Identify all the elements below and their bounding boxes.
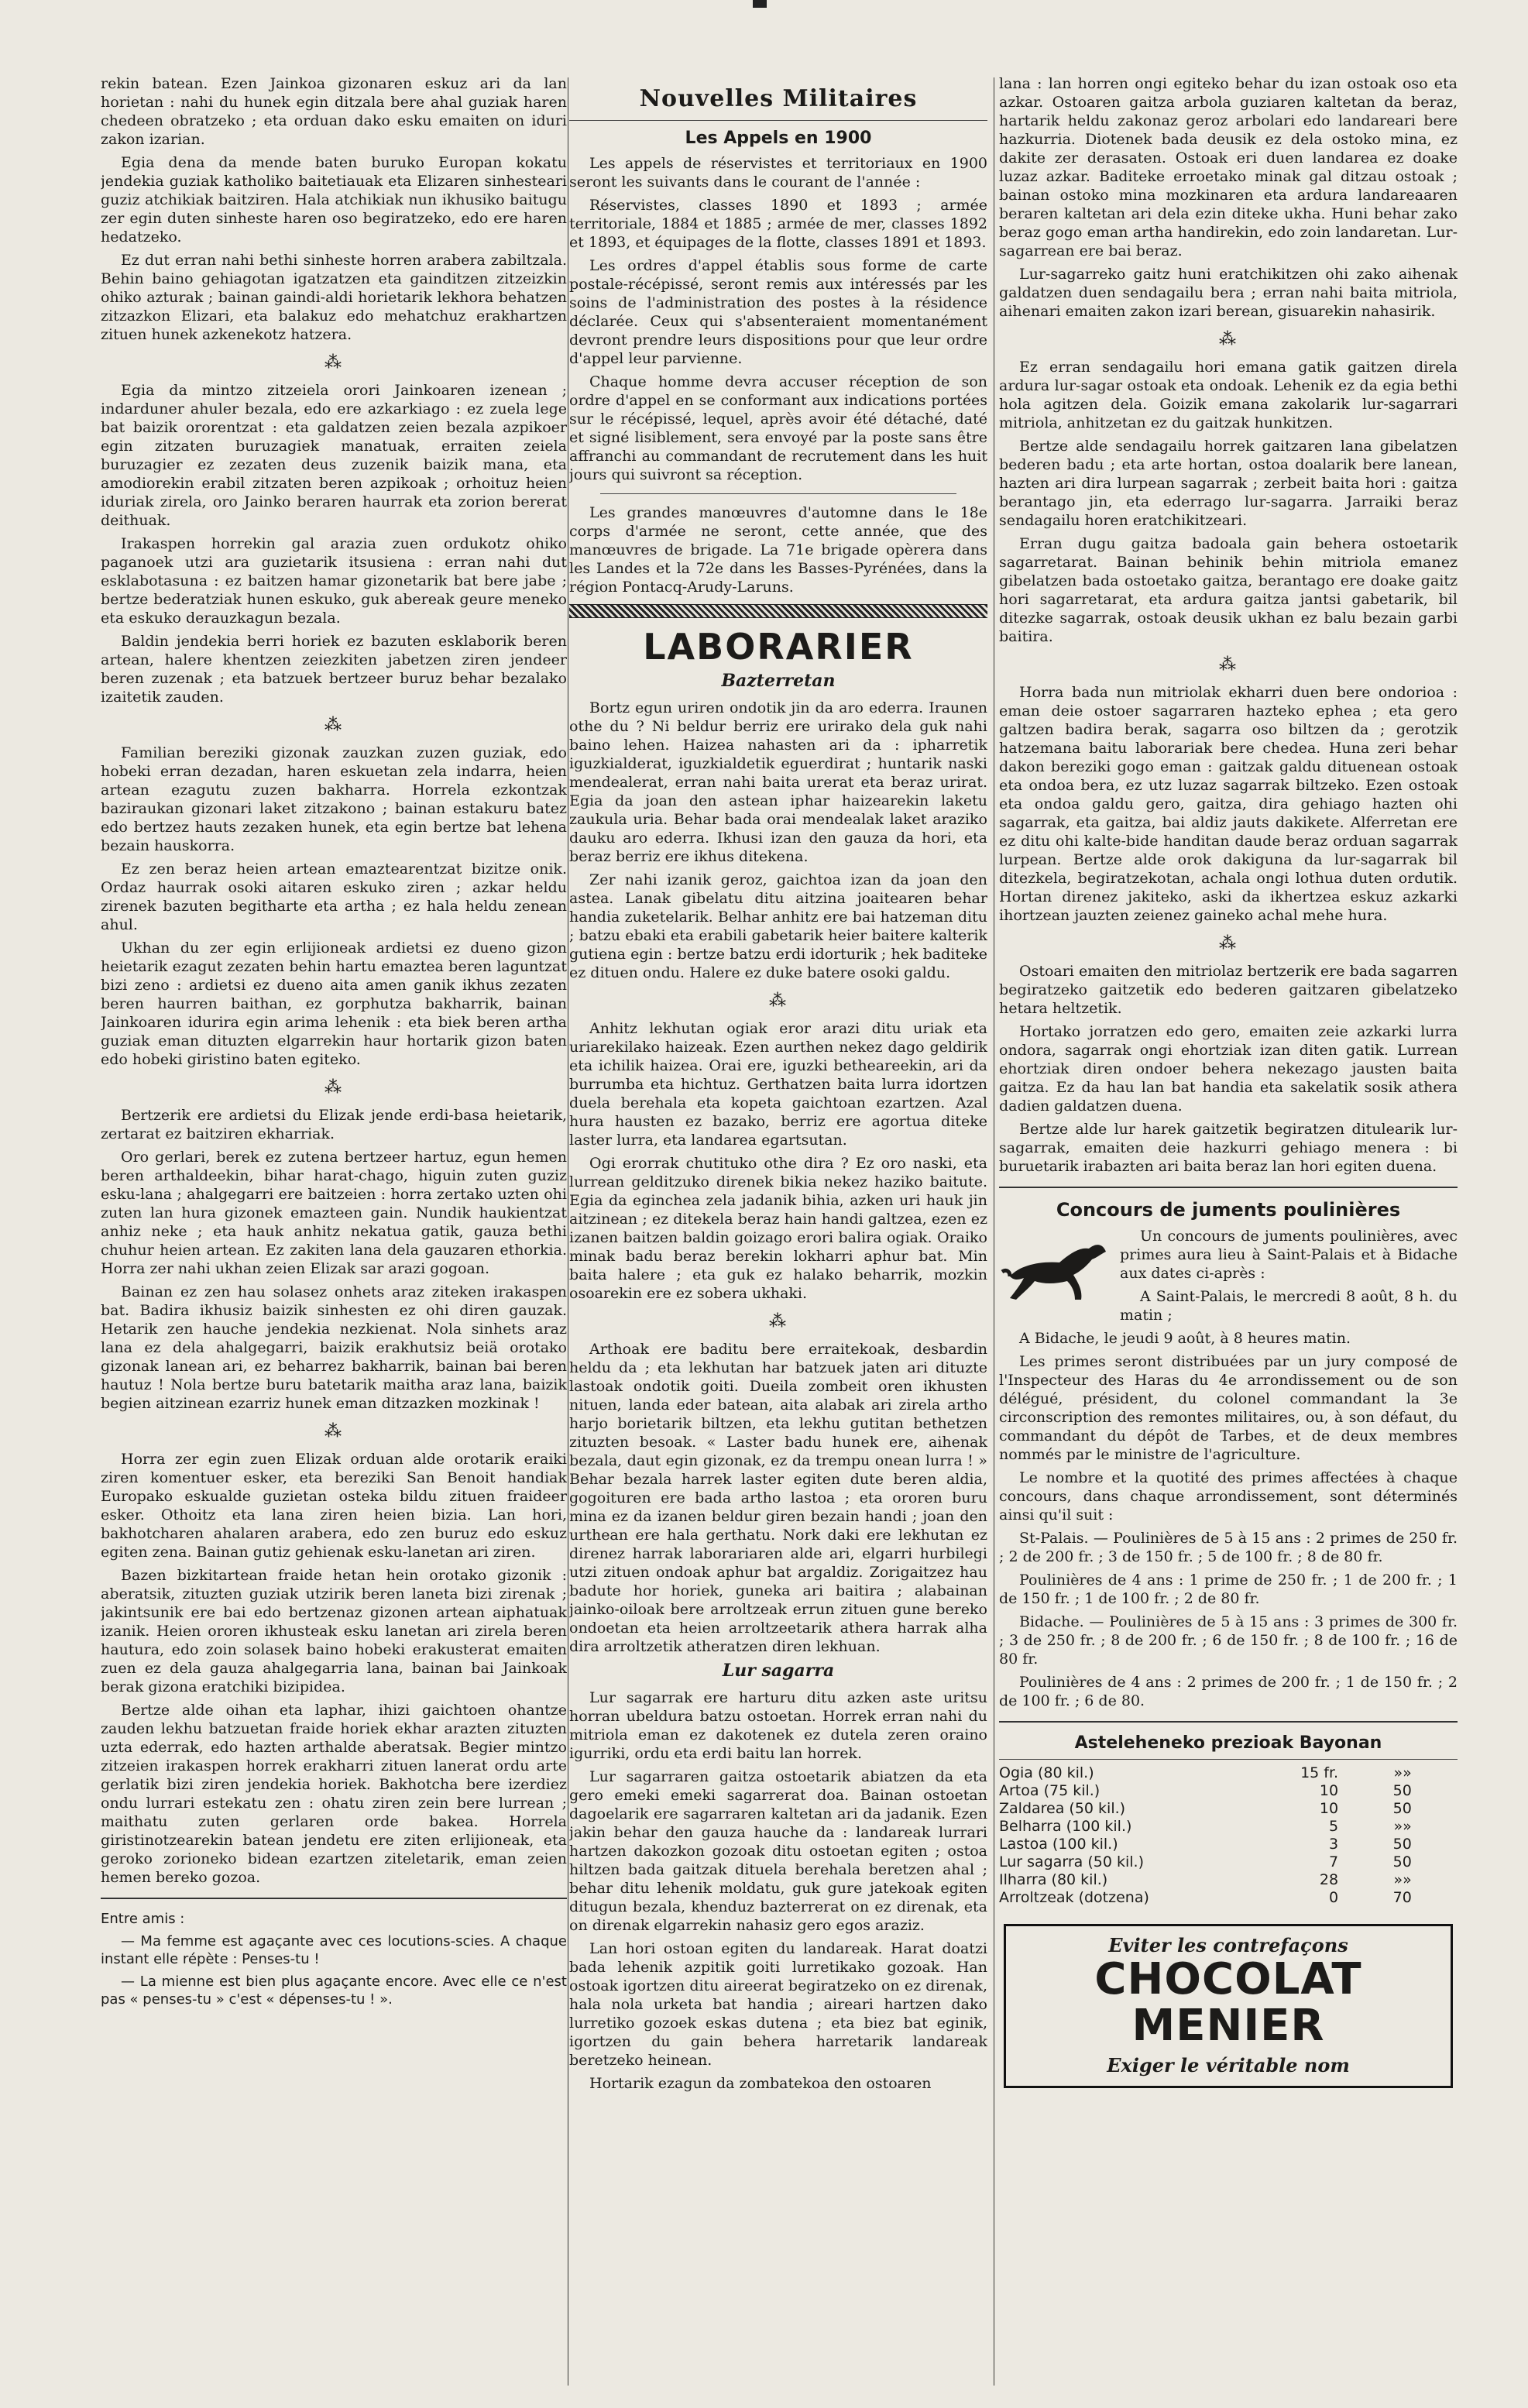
- article-title-concours: Concours de juments poulinières: [1056, 1199, 1401, 1221]
- price-francs: 15 fr.: [1300, 1764, 1339, 1781]
- paragraph: lana : lan horren ongi egiteko behar du izan ostoak oso eta azkar. Ostoaren gaitza arbola guziaren kaltetan da beraz, hartarik heldu zakonaz geroz arbolari edo landareari bere hazkurria. Diotenek bada deusik ez dela ostoko mina, ez dakite zer derasaten. Ostoak eri duen landarea ez doake luzaz azkar. Baditeke erroetako minak gal ditzau ostoak ; bainan ostoko mina mozkinaren eta ardura landareaaren beraren kaltetan ari dela ezin diteke ukha. Huni behar zako beraz gogo eman artha handirekin, edo zoin landaretan. Lur-sagarrean ere bai beraz.: [999, 75, 1458, 259]
- hatched-divider: [569, 604, 987, 618]
- paragraph: Zer nahi izanik geroz, gaichtoa izan da joan den astea. Lanak gibelatu ditu aitzina joaitearen behar handia zuketelarik. Belhar anhitz ere bai hatzeman ditu ; batzu ebaki eta erabili gabetarik heier baitere kalterik gutiena egin : bertze batzu erdi idorturik ; hek baditeke ez dituen ondu. Halere ez duke batere osoki galdu.: [569, 871, 987, 981]
- chocolat-menier-ad: [1004, 1924, 1453, 2088]
- paragraph: Ostoari emaiten den mitriolaz bertzerik ere bada sagarren begiratzeko gaitzetik edo bederen gaitzaren gibelatzeko hetara heltzetik.: [999, 963, 1458, 1017]
- paragraph: Ogi erorrak chutituko othe dira ? Ez oro naski, eta lurrean gelditzuko direnek bikia nekez haziko baitute. Egia da eginchea zela jadanik bihia, azken uri hauk jin aitzinean ; ez ditekela beraz hain handi galtzea, ezen ez izanen baitzen baldin goizago erori balira ogiak. Oraiko minak badu beraz berekin lokharri aphur bat. Min baita halere ; eta guk ez halako beharrik, mozkin osoarekin ere ez sobera ukhaki.: [569, 1155, 987, 1302]
- price-cents: »»: [1393, 1818, 1412, 1835]
- price-francs: 7: [1328, 1853, 1339, 1870]
- asterism: ⁂: [324, 1078, 343, 1098]
- paragraph: A Saint-Palais, le mercredi 8 août, 8 h. du matin ;: [1120, 1288, 1458, 1324]
- table-row: [999, 1871, 1458, 1889]
- paragraph: Bidache. — Poulinières de 5 à 15 ans : 3 primes de 300 fr. ; 3 de 250 fr. ; 8 de 200 fr. ; 6 de 150 fr. ; 8 de 100 fr. ; 16 de 80 fr.: [999, 1613, 1458, 1668]
- asterism: ⁂: [1219, 934, 1238, 953]
- price-item: Lastoa (100 kil.): [999, 1836, 1118, 1853]
- joke-line: — Ma femme est agaçante avec ces locutions-scies. A chaque instant elle répète : Penses-tu !: [101, 1933, 567, 1967]
- separator: [999, 1759, 1458, 1760]
- ad-brand-line-2: MENIER: [1131, 2001, 1325, 2051]
- paragraph: Poulinières de 4 ans : 1 prime de 250 fr. ; 1 de 200 fr. ; 1 de 150 fr. ; 1 de 100 fr. ; 2 de 80 fr.: [999, 1572, 1458, 1607]
- price-item: Lur sagarra (50 kil.): [999, 1853, 1145, 1870]
- section-header-laborarier: LABORARIER: [643, 626, 914, 668]
- paragraph: Bertzerik ere ardietsi du Elizak jende erdi-basa heietarik, zertarat ez baitziren ekharriak.: [101, 1107, 567, 1142]
- print-mark: [753, 0, 767, 8]
- asterism: ⁂: [324, 353, 343, 373]
- paragraph: Horra bada nun mitriolak ekharri duen bere ondorioa : eman deie ostoer sagarraren hazteko ephea ; eta gero galtzen badira berak, sagarra oso biltzen da ; gerotzik hatzemana baitu laborariak bere chedea. Huna zeri behar dakon bereziki gogo eman : gaitzak galdu dituenean ostoak eta ondoa bera, ez utz luzaz sagarrak biltzeko. Ezen ostoak eta ondoa galdu gero, gaitza, dira gehiago hazten ohi sagarrak, eta gaitza, bai aldiz jauts dakikete. Alferretan ere ez ditu ohi kalte-bide handitan daude beraz orduan sagarrak lurpean. Bertze alde orok dakiguna da lur-sagarrak bil ditezkela, begiratzekotan, achala ongi lothua duten ordutik. Hortan direnez jakiteko, aski da ikhertzea eskuz azkarki ihortzean jauzten zeienez gaineko achal mehe hura.: [999, 684, 1458, 924]
- price-item: Artoa (75 kil.): [999, 1782, 1101, 1799]
- price-francs: 5: [1328, 1818, 1339, 1835]
- joke-line: — La mienne est bien plus agaçante encore. Avec elle ce n'est pas « penses-tu » c'est « dépenses-tu ! ».: [101, 1973, 567, 2008]
- ad-tagline-top: Eviter les contrefaçons: [1108, 1934, 1348, 1956]
- price-cents: »»: [1393, 1871, 1412, 1888]
- table-row: [999, 1782, 1458, 1800]
- separator: [999, 1721, 1458, 1723]
- article-title-appels: Les Appels en 1900: [685, 129, 872, 148]
- price-item: Belharra (100 kil.): [999, 1818, 1132, 1835]
- paragraph: Irakaspen horrekin gal arazia zuen ordukotz ohiko paganoek utzi ara guzietarik itsusiena : erran nahi dut esklabotasuna : ez baitzen hamar gizonetarik bat bere jabe ; bertze bederatziak hunen eskuko, guk abereak geure meneko eta eskuko derauzkagun bezala.: [101, 535, 567, 627]
- paragraph: Réservistes, classes 1890 et 1893 ; armée territoriale, 1884 et 1885 ; armée de mer, classes 1892 et 1893, et équipages de la flotte, classes 1891 et 1893.: [569, 197, 987, 251]
- asterism: ⁂: [324, 1422, 343, 1441]
- column-3: [999, 74, 1458, 2390]
- section-header-militaires: Nouvelles Militaires: [639, 85, 918, 112]
- asterism: ⁂: [769, 1312, 788, 1331]
- paragraph: Ez erran sendagailu hori emana gatik gaitzen direla ardura lur-sagar ostoak eta ondoak. Lehenik ez da egia bethi hola agitzen dela. Goizik emana zakolarik lur-sagarrari mitriola, anhitzetan ez du gaitzak hunkitzen.: [999, 359, 1458, 431]
- joke-entre-amis: [101, 1910, 567, 2008]
- table-row: [999, 1818, 1458, 1836]
- paragraph: Bertze alde sendagailu horrek gaitzaren lana gibelatzen bederen badu ; eta arte hortan, ostoa doalarik bere lanean, hazten ari dira lurpean sagarrak ; zerbeit baita hori : gaitza berantago jin, eta ederrago lur-sagarra. Jarraiki beraz sendagailu horen eratchikitzeari.: [999, 438, 1458, 529]
- paragraph: Lur sagarrak ere harturu ditu azken aste uritsu horran ubeldura batzu ostoetan. Horrek erran nahi du mitriola eman ez dakotenek ez dutela zeren oraino igurriki, ordu eta erdi baitu lan horrek.: [569, 1689, 987, 1762]
- article-title-lur-sagarra: Lur sagarra: [722, 1661, 835, 1681]
- price-cents: 50: [1392, 1853, 1412, 1870]
- price-item: Ilharra (80 kil.): [999, 1871, 1108, 1888]
- paragraph: A Bidache, le jeudi 9 août, à 8 heures matin.: [1019, 1330, 1351, 1347]
- price-item: Zaldarea (50 kil.): [999, 1800, 1126, 1817]
- price-cents: »»: [1393, 1764, 1412, 1781]
- price-francs: 10: [1319, 1782, 1339, 1799]
- asterism: ⁂: [1219, 655, 1238, 675]
- price-francs: 28: [1319, 1871, 1339, 1888]
- paragraph: Chaque homme devra accuser réception de son ordre d'appel en se conformant aux indications portées sur le récépissé, lequel, après avoir été détaché, daté et signé lisiblement, sera envoyé par la poste sans être affranchi au commandant de recrutement dans les huit jours qui suivront sa réception.: [569, 373, 987, 483]
- horse-illustration: [999, 1231, 1114, 1306]
- paragraph: Egia dena da mende baten buruko Europan kokatu jendekia guziak katholiko baitetiauak eta Elizaren sinhesteari guziz atchikiak baitziren. Hala atchikiak nun ikhusiko baitugu zer egin duten sinheste haren oso begiratzeko, edo ere haren hedatzeko.: [101, 154, 567, 246]
- paragraph: Lur sagarraren gaitza ostoetarik abiatzen da eta gero emeki emeki sagarrerat doa. Bainan ostoetan dagoelarik ere sagarraren kaltetan ari da jadanik. Ezen jakin behar den gauza hauche da : landareak lurrari hartzen dakozkon gozoak ditu ostoetan egiten ; ostoa hiltzen bada gaitzak dituela berehala beretzen ahal ; behar ditu lehenik moldatu, guk gure jatekoak egiten ditugun bezala, khenduz bazterrerat on ez direnak, eta on direnak elgarrekin nahasiz gero egos araziz.: [569, 1768, 987, 1934]
- paragraph: Ukhan du zer egin erlijioneak ardietsi ez dueno gizon heietarik ezagut zezaten behin hartu emaztea beren laguntzat bizi zeno : ardietsi ez dueno aita amen ganik ikhus zezaten beren haurren baithan, ez gorphutza bakharrik, bainan Jainkoaren idurira egin arima lehenik : eta biek beren artha guziak eman dituzten elgarrekin haur hortarik gizon baten edo hobeki giristino baten egiteko.: [101, 939, 567, 1068]
- ad-tagline-bottom: Exiger le véritable nom: [1107, 2054, 1350, 2077]
- paragraph: Les ordres d'appel établis sous forme de carte postale-récépissé, seront remis aux intéressés par les soins de l'administration des postes à la résidence déclarée. Ceux qui s'absenteraient momentanément devront prendre leurs dispositions pour que leur ordre d'appel leur parvienne.: [569, 257, 987, 367]
- paragraph: Bazen bizkitartean fraide hetan hein orotako gizonik : aberatsik, zituzten guziak utzirik beren laneta bizi zirenak ; jakintsunik ere bai edo bertzenaz gizonen artean aiphatuak izanik. Heien ororen ikhusteak esku lanetan ari zirela beren hautura, edo zoin solasek baino hobeki erakusterat emaiten zuen ez dela gauza ahalgegarria lana, bainan bai Jainkoak berak gizona eratchiki bizipidea.: [101, 1567, 567, 1695]
- paragraph: Les grandes manœuvres d'automne dans le 18e corps d'armée ne seront, cette année, que des manœuvres de brigade. La 71e brigade opèrera dans les Landes et la 72e dans les Basses-Pyrénées, dans la région Pontacq-Arudy-Laruns.: [569, 504, 987, 596]
- price-item: Arroltzeak (dotzena): [999, 1889, 1149, 1906]
- table-row: [999, 1836, 1458, 1853]
- paragraph: Les primes seront distribuées par un jury composé de l'Inspecteur des Haras du 4e arrondissement ou de son délégué, président, du colonel commandant la 3e circonscription des remontes militaires, ou, à son défaut, du commandant du dépôt de Tarbes, et de deux membres nommés par le ministre de l'agriculture.: [999, 1353, 1458, 1463]
- paragraph: Horra zer egin zuen Elizak orduan alde orotarik eraiki ziren komentuer esker, eta bereziki San Benoit handiak Europako eskualde guzietan osteka bildu zituen fraideer esker. Othoitz eta lana ziren heien bizia. Lan hori, bakhotcharen ahalaren arabera, edo zen buruz edo eskuz egiten zena. Bainan gutiz gehienak esku-lanetan ari ziren.: [101, 1451, 567, 1561]
- separator: [569, 120, 987, 121]
- paragraph: Egia da mintzo zitzeiela orori Jainkoaren izenean ; indarduner ahuler bezala, edo ere azkarkiago : ez zuela lege bat baizik ororentzat : eta galdatzen zeien bezala azpikoer egin zitzaten buruzagiek manatuak, erraiten zeiela buruzagier ez zezaten deus zuzenik baizik mana, eta amodiorekin erabil zitzaten beren azpikoak ; orhoituz heien iduriak zirela, oro Jainko beraren haurrak eta zorion bererat deithuak.: [101, 382, 567, 529]
- asterism: ⁂: [324, 716, 343, 735]
- paragraph: Hortako jorratzen edo gero, emaiten zeie azkarki lurra ondora, sagarrak ongi ehortziak izan diten gatik. Lurrean ehortziak diren ondoer behera nekezago jausten baita gaitza. Ez da hau lan bat handia eta sakelatik sosik athera dadien galdatzen duena.: [999, 1023, 1458, 1115]
- price-cents: 50: [1392, 1836, 1412, 1853]
- price-item: Ogia (80 kil.): [999, 1764, 1094, 1781]
- paragraph: Erran dugu gaitza badoala gain behera ostoetarik sagarretarat. Bainan behinik behin mitriola emanez gibelatzen bada ostoetako gaitza, berantago ere doake gaitz hori sagarretarat, eta ardura gaitza jantsi gabetarik, bil ditezke sagarrak, ostoak deusik ukhan ez balu bezain garbi baitira.: [999, 535, 1458, 645]
- column-2: [569, 74, 987, 2390]
- paragraph: Arthoak ere baditu bere erraitekoak, desbardin heldu da ; eta lekhutan har batzuek jaten ari dituzte lastoak ondotik goiti. Dueila zombeit oren ikhusten nituen, landa eder batean, aita alabak ari zirela artho harjo borietarik biltzen, eta lekhu gutitan bethetzen zituzten besoak. « Laster badu hunek ere, aihenak bezala, daut egin gizonak, ez da trempu onean lurra ! » Behar bezala harrek laster egiten dute beren aldia, gogoituren ere bada artho lastoa ; eta ororen buru mina ez da izanen beldur giren bezain handi ; joan den urthean ere hala gerthatu. Nork daki ere lekhutan ez direnez harrak laborariaren alde ari, elgarri hurbilegi utzi zituen ondoak aphur bat argaldiz. Zorigaitzez hau badute hor horiek, guneka ari baitira ; alabainan jainko-oiloak bere arroltzeak errun zituen gune bereko ondoetan eta heien arroltzeetarik athera harrak alha dira arroltzetik atheratzen diren lekhuan.: [569, 1341, 987, 1655]
- paragraph: Ez zen beraz heien artean emaztearentzat bizitze onik. Ordaz haurrak osoki aitaren eskuko ziren ; azkar heldu zirenek bazuten begitharte eta artha ; ez hala heldu zenean ahul.: [101, 860, 567, 933]
- prices-table: [999, 1764, 1458, 1907]
- separator: [999, 1187, 1458, 1188]
- paragraph: Anhitz lekhutan ogiak eror arazi ditu uriak eta uriarekilako haizeak. Ezen aurthen nekez dago geldirik eta ichilik haizea. Orai ere, iguzki betheareekin, ari da burrumba eta hichtuz. Gerthatzen baita lurra idortzen duela berehala eta kopeta gaichtoan ezartzen. Azal hura hausten ez bazako, berriz ere agortua diteke laster lurra, eta landarea egartsutan.: [569, 1020, 987, 1149]
- price-francs: 0: [1328, 1889, 1339, 1906]
- paragraph: Les appels de réservistes et territoriaux en 1900 seront les suivants dans le courant de l'année :: [569, 155, 987, 191]
- prices-title: Asteleheneko prezioak Bayonan: [1074, 1733, 1382, 1753]
- paragraph: Lur-sagarreko gaitz huni eratchikitzen ohi zako aihenak galdatzen duen sendagailu bera ; erran nahi baita mitriola, aihenari emaiten zakon izari berean, gisuarekin nahasirik.: [999, 266, 1458, 320]
- table-row: [999, 1764, 1458, 1782]
- paragraph: Oro gerlari, berek ez zutena bertzeer hartuz, egun hemen beren arthaldeekin, bihar harat-chago, higuin zuten guziz esku-lana ; ahalgegarri ere baitzeien : horra zertako uzten ohi zuten lan hura gizonek emazteen gain. Nundik haukientzat anhiz neke ; eta hauk anhitz nekatua gatik, gauza bethi chuhur heien artean. Ez zakiten lana dela gauzaren ethorkia. Horra zer nahi ukhan zeien Elizak sar arazi gogoan.: [101, 1149, 567, 1277]
- column-1: [101, 74, 567, 2390]
- paragraph: Poulinières de 4 ans : 2 primes de 200 fr. ; 1 de 150 fr. ; 2 de 100 fr. ; 6 de 80.: [999, 1674, 1458, 1709]
- paragraph: Bertze alde oihan eta laphar, ihizi gaichtoen ohantze zauden lekhu batzuetan fraide horiek ekhar arazten zituzten uzta ederrak, edo hazten arthalde aberatsak. Begier mintzo zitzeien irakaspen horrek erakharri zituen lanerat ordu arte gerlatik bizi ziren jendekia horiek. Bakhotcha bere izerdiez ondu lurrari estekatu zen : ohatu ziren zein bere lurrean ; maithatu zuten gerlaren orde bakea. Horrela giristinotzearekin batean jendetu ere ziten erlijioneak, eta geroko zorioneko bidean ezartzen ziteletarik, eman zeien hemen bereko gozoa.: [101, 1702, 567, 1886]
- joke-title: Entre amis :: [101, 1911, 185, 1927]
- asterism: ⁂: [769, 991, 788, 1011]
- paragraph: Ez dut erran nahi bethi sinheste horren arabera zabiltzala. Behin baino gehiagotan igatzatzen eta gainditzen zitzeizkin ohiko azturak ; bainan gaindi-aldi horietarik lekhora behatzen zitzazkon Elizari, eta balakuz edo mehatchuz erakhartzen zituen hunek azkenekotz hatzera.: [101, 252, 567, 343]
- paragraph: Le nombre et la quotité des primes affectées à chaque concours, dans chaque arrondissement, sont déterminés ainsi qu'il suit :: [999, 1469, 1458, 1523]
- separator: [101, 1898, 567, 1899]
- paragraph: Un concours de juments poulinières, avec primes aura lieu à Saint-Palais et à Bidache aux dates ci-après :: [1120, 1228, 1458, 1282]
- table-row: [999, 1800, 1458, 1818]
- price-francs: 10: [1319, 1800, 1339, 1817]
- article-title-bazterretan: Bazterretan: [721, 671, 836, 691]
- paragraph: St-Palais. — Poulinières de 5 à 15 ans : 2 primes de 250 fr. ; 2 de 200 fr. ; 3 de 150 fr. ; 5 de 100 fr. ; 8 de 80 fr.: [999, 1530, 1458, 1565]
- price-cents: 70: [1392, 1889, 1412, 1906]
- ad-brand-line-1: CHOCOLAT: [1094, 1954, 1362, 2004]
- paragraph: Lan hori ostoan egiten du landareak. Harat doatzi bada lehenik azpitik goiti lurretikako gozoak. Han ostoak igortzen ditu aireerat begiratzeko on ez direnak, hala nola urketa bat handia ; aireari hartzen dako lurretiko gozoek eskas dutena ; eta biez bat eginik, igortzen du gain behera harretarik landareak beretzeko heinean.: [569, 1940, 987, 2069]
- paragraph: Familian bereziki gizonak zauzkan zuzen guziak, edo hobeki erran dezadan, haren eskuetan zela indarra, heien artean ezagutu zuzen bakharra. Horrela ezkontzak baziraukan gizonari laket zitzakono ; bainan estakuru batez edo bertzez hauts zezaken hunek, eta egin bertze bat lehena bezain hauskorra.: [101, 744, 567, 854]
- price-cents: 50: [1392, 1782, 1412, 1799]
- paragraph: rekin batean. Ezen Jainkoa gizonaren eskuz ari da lan horietan : nahi du hunek egin ditzala bere ahal guziak haren chedeen obratzeko ; eta orduan dako esku emaiten on iduri zakon izarian.: [101, 75, 567, 148]
- paragraph: Bortz egun uriren ondotik jin da aro ederra. Iraunen othe du ? Ni beldur berriz ere urirako dela guk nahi baino lehen. Haizea nahasten ari da : ipharretik iguzkialderat, iguzkialdetik eguerdirat ; huntarik naski mendealerat, erran nahi baita urerat eta beraz urirat. Egia da joan den astean iphar haizearekin laketu zaukula uria. Behar bada orai mendealak laket araziko dauku aro ederra. Ikhusi izan den gauza da hori, eta beraz berriz ere ikhus ditekena.: [569, 699, 987, 865]
- price-cents: 50: [1392, 1800, 1412, 1817]
- asterism: ⁂: [1219, 330, 1238, 349]
- table-row: [999, 1889, 1458, 1907]
- separator: [600, 493, 956, 494]
- paragraph: Baldin jendekia berri horiek ez bazuten esklaborik beren artean, halere khentzen zeiezkiten jabetzen ziren jendeer beren zuzenak ; eta batzuek bertzeer buruz behar bezalako izaitetik zauden.: [101, 633, 567, 706]
- paragraph: Hortarik ezagun da zombatekoa den ostoaren: [589, 2075, 932, 2092]
- table-row: [999, 1853, 1458, 1871]
- paragraph: Bainan ez zen hau solasez onhets araz ziteken irakaspen bat. Badira ikhusiz baizik sinhesten ez ohi diren gauzak. Hetarik zen hauche jendekia nezkienat. Nola sinhets araz lana ez dela ahalgegarri, baizik erakhutsiz beiä orotako gizonak lanean ari, ez beharrez bakharrik, bainan bai beren hautuz ! Nola bertze buru batetarik maitha araz lana, baizik begien aitzinean ezarriz hunek eman ditzazken mozkinak !: [101, 1283, 567, 1412]
- paragraph: Bertze alde lur harek gaitzetik begiratzen ditulearik lur-sagarrak, emaiten deie hazkurri gehiago menera : bi buruetarik irabazten ari baita beraz lan hori egiten duena.: [999, 1121, 1458, 1175]
- price-francs: 3: [1328, 1836, 1339, 1853]
